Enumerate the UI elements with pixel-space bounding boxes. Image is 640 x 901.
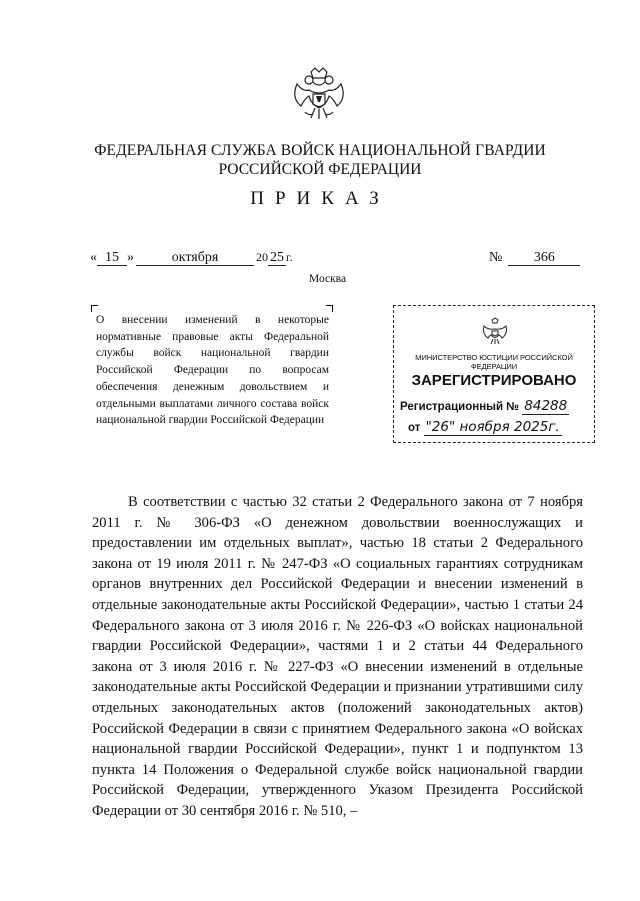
order-year-prefix: 20 (256, 250, 268, 264)
stamp-date-line (408, 419, 562, 435)
order-subject: О внесении изменений в некоторые нормативные правовые акты Федеральной службы войск национальной гвардии Российской Федерации по вопросам обеспечения денежным довольствием и отдельными выплатами личного состава войск национальной гвардии Российской Федерации (96, 314, 329, 427)
stamp-reg-number: 84288 (524, 398, 568, 414)
order-year-suffix: 25 (270, 250, 284, 265)
date-quote-open: « (90, 250, 97, 265)
agency-name-line1: ФЕДЕРАЛЬНАЯ СЛУЖБА ВОЙСК НАЦИОНАЛЬНОЙ ГВАРДИИ (94, 142, 546, 159)
order-month: октября (136, 250, 254, 266)
order-year-abbr: г. (286, 250, 293, 264)
order-city: Москва (309, 273, 347, 285)
order-day: 15 (97, 250, 127, 266)
document-type-title: ПРИКАЗ (250, 188, 390, 209)
stamp-emblem-icon (480, 316, 510, 346)
registration-stamp (393, 305, 595, 443)
date-quote-close: » (127, 250, 134, 265)
order-date (90, 250, 293, 266)
order-preamble-paragraph: В соответствии с частью 32 статьи 2 Федерального закона от 7 ноября 2011 г. № 306-ФЗ «О денежном довольствии военнослужащих и предоставлении им отдельных выплат», частью 18 статьи 2 Федерального закона от 19 июля 2011 г. № 247-ФЗ «О социальных гарантиях сотрудникам органов внутренних дел Российской Федерации и внесении изменений в отдельные законодательные акты Российской Федерации», частью 1 статьи 24 Федерального закона от 3 июля 2016 г. № 226-ФЗ «О войсках национальной гвардии Российской Федерации», частями 1 и 2 статьи 44 Федерального закона от 3 июля 2016 г. № 227-ФЗ «О внесении изменений в отдельные законодательные акты Российской Федерации и признании утратившими силу отдельных законодательных актов (положений законодательных актов) Российской Федерации в связи с принятием Федерального закона «О войсках национальной гвардии Российской Федерации», пункт 1 и подпунктом 13 пункта 14 Положения о Федеральной службе войск национальной гвардии Российской Федерации, утвержденного Указом Президента Российской Федерации от 30 сентября 2016 г. № 510, – (92, 494, 583, 819)
stamp-ministry-name: МИНИСТЕРСТВО ЮСТИЦИИ РОССИЙСКОЙ ФЕДЕРАЦИИ (415, 353, 573, 371)
stamp-date-label: от (408, 422, 421, 434)
stamp-registration-line (400, 398, 569, 414)
order-number: 366 (508, 250, 580, 266)
coat-of-arms-emblem-icon (287, 62, 351, 126)
subject-corner-bracket-right (326, 305, 333, 312)
subject-corner-bracket-left (91, 305, 98, 312)
agency-name-line2: РОССИЙСКОЙ ФЕДЕРАЦИИ (218, 161, 422, 178)
stamp-date-value: "26" ноября 2025г. (425, 419, 560, 435)
stamp-reg-label: Регистрационный № (400, 401, 520, 413)
stamp-title: ЗАРЕГИСТРИРОВАНО (411, 372, 577, 389)
order-number-label: № (489, 250, 503, 265)
order-number-block (489, 250, 580, 266)
